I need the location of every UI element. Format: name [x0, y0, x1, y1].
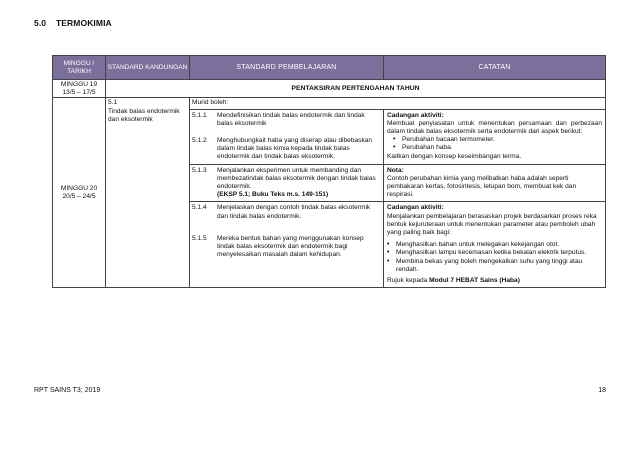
section-heading: [34, 18, 112, 28]
sp-code: 5.1.1: [192, 111, 207, 119]
table-row: [53, 80, 606, 98]
sp-text: Menghubungkait haba yang diserap atau dibebaskan dalam tindak balas kimia kepada tindak balas endotermik dan tindak balas eksotermik.: [217, 137, 373, 161]
assessment-cell: PENTAKSIRAN PERTENGAHAN TAHUN: [106, 80, 606, 98]
header-standard-kandungan: STANDARD KANDUNGAN: [106, 56, 190, 80]
catatan-heading: Cadangan aktiviti:: [387, 111, 444, 119]
table-row: [53, 98, 606, 109]
week-dates: 20/5 – 24/5: [62, 192, 96, 200]
sp-cell: [190, 164, 384, 202]
sk-code: 5.1: [108, 99, 118, 107]
catatan-cell: [384, 202, 606, 288]
catatan-heading: Cadangan aktiviti:: [387, 204, 444, 212]
catatan-text: Kaitkan dengan konsep keseimbangan terma.: [387, 152, 522, 160]
sp-item: [192, 204, 381, 220]
sp-reference: (EKSP 5.1; Buku Teks m.s. 149-151): [217, 191, 329, 199]
sp-text: Mereka bentuk bahan yang menggunakan konsep tindak balas eksotermik dan endotermik bagi menyelesaikan masalah dalam kehidupan.: [217, 234, 364, 259]
catatan-text: Menjalankan pembelajaran berasaskan projek berdasarkan proses reka bentuk kejuruteraan untuk menentukan parameter atau pemboleh ubah yang paling baik bagi:: [387, 212, 597, 237]
week-cell: [53, 98, 106, 288]
header-minggu: MINGGU / TARIKH: [53, 56, 106, 80]
sp-code: 5.1.3: [192, 166, 207, 174]
section-number: 5.0: [34, 18, 47, 28]
header-row: [53, 56, 606, 80]
sp-code: 5.1.4: [192, 204, 207, 212]
sp-item: [192, 235, 381, 260]
sp-cell: [190, 202, 384, 288]
catatan-cell: [384, 164, 606, 202]
sp-text: Mendefinisikan tindak balas endotermik dan tindak balas eksotermik: [217, 111, 365, 127]
week-label: MINGGU 19: [60, 81, 98, 88]
list-item: • Menghasilkan lampu kecemasan ketika bekalan elektrik terputus.: [387, 249, 587, 257]
sp-code: 5.1.5: [192, 234, 207, 242]
sk-title: Tindak balas endotermik dan eksotermik: [108, 107, 180, 123]
list-item: • Membina bekas yang boleh mengekalkan suhu yang tinggi atau rendah.: [387, 257, 583, 273]
list-item: • Perubahan haba.: [393, 144, 453, 152]
standard-kandungan-cell: [106, 98, 190, 288]
sp-cell: [190, 109, 384, 164]
catatan-text: Membuat penyiasatan untuk menentukan persamaan dan perbezaan dalam tindak balas eksotermik serta endotermik dari aspek berikut:: [387, 119, 602, 136]
page-number: 18: [598, 387, 606, 394]
rpt-table: [52, 55, 606, 288]
rujuk-text: Rujuk kepada Modul 7 HEBAT Sains (Haba): [387, 277, 520, 285]
header-standard-pembelajaran: STANDARD PEMBELAJARAN: [190, 56, 384, 80]
sp-item: [192, 112, 381, 128]
list-item: • Perubahan bacaan termometer.: [393, 136, 495, 144]
footer-label: RPT SAINS T3; 2019: [34, 387, 101, 394]
sp-item: [192, 137, 381, 162]
sp-item: [192, 167, 381, 200]
catatan-list: [387, 241, 602, 274]
week-dates: 13/5 – 17/5: [62, 89, 96, 97]
week-cell: [53, 80, 106, 98]
header-catatan: CATATAN: [384, 56, 606, 80]
murid-boleh-cell: Murid boleh:: [190, 98, 606, 109]
catatan-heading: Nota:: [387, 166, 404, 174]
week-label: MINGGU 20: [60, 184, 98, 192]
list-item: • Menghasilkan bahan untuk melegakan kekejangan otot.: [387, 241, 560, 249]
catatan-text: Contoh perubahan kimia yang melibatkan haba adalah seperti pembakaran kertas, fotosintesis, letupan bom, membuat kek dan respirasi.: [387, 174, 577, 199]
section-title: TERMOKIMIA: [56, 18, 112, 28]
sp-text: Menjelaskan dengan contoh tindak balas eksotermik dan tindak balas endotermik.: [217, 204, 371, 220]
catatan-cell: [384, 109, 606, 164]
sp-text: Menjalankan eksperimen untuk membanding dan membezatindak balas eksotermik dengan tindak balas endotermik.: [217, 166, 376, 191]
sp-code: 5.1.2: [192, 137, 207, 145]
catatan-list: [393, 136, 602, 152]
